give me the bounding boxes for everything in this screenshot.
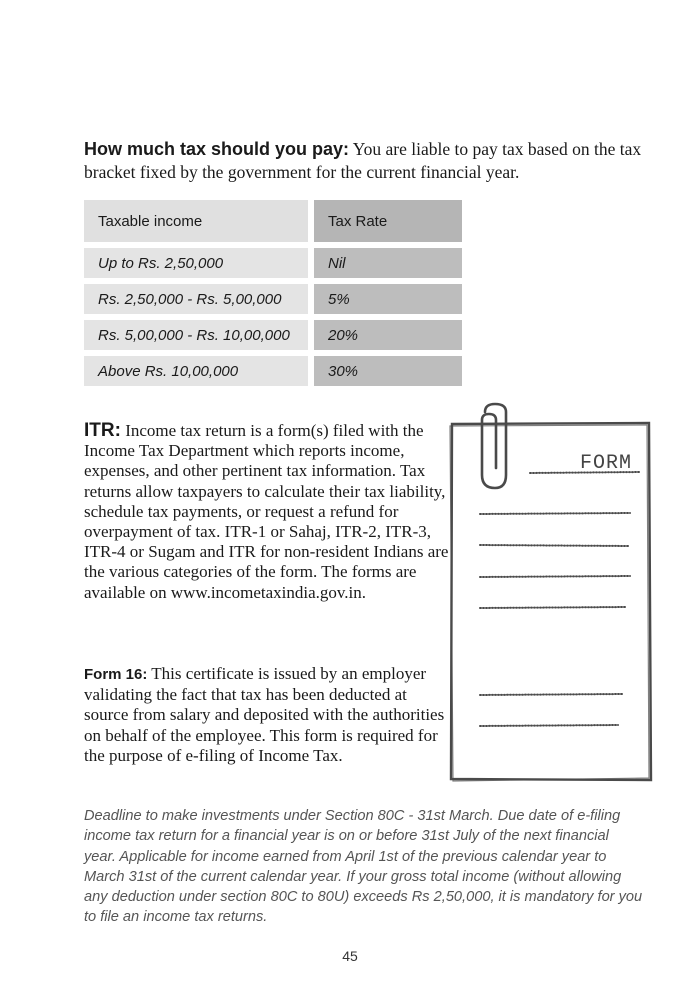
itr-paragraph [84, 421, 454, 603]
table-row [84, 356, 462, 386]
intro-paragraph [84, 138, 644, 184]
page-number: 45 [342, 948, 358, 964]
table-row [84, 284, 462, 314]
rate-cell: 20% [314, 320, 462, 350]
form-label: FORM [580, 452, 633, 475]
income-cell: Above Rs. 10,00,000 [84, 356, 314, 386]
rate-cell: 5% [314, 284, 462, 314]
itr-heading: ITR: [84, 420, 121, 441]
form16-heading: Form 16: [84, 666, 148, 683]
intro-heading: How much tax should you pay: [84, 139, 350, 159]
form16-paragraph [84, 664, 454, 766]
income-cell: Rs. 5,00,000 - Rs. 10,00,000 [84, 320, 314, 350]
income-cell: Rs. 2,50,000 - Rs. 5,00,000 [84, 284, 314, 314]
form16-text: This certificate is issued by an employer validating the fact that tax has been deducted at source from salary and deposited with the authorities on behalf of the employee. This form is required for the purpose of e-filing of Income Tax. [84, 664, 445, 765]
table-row [84, 248, 462, 278]
paperclip-form-icon [440, 400, 665, 785]
itr-text: Income tax return is a form(s) filed with the Income Tax Department which reports income, expenses, and other pertinent tax information. Tax returns allow taxpayers to calculate their tax liability, schedule tax payments, or request a refund for overpayment of tax. ITR-1 or Sahaj, ITR-2, ITR-3, ITR-4 or Sugam and ITR for non-resident Indians are the various categories of the form. The forms are available on www.incometaxindia.gov.in. [84, 421, 449, 602]
rate-cell: 30% [314, 356, 462, 386]
rate-cell: Nil [314, 248, 462, 278]
table-header-row [84, 200, 462, 242]
table-row [84, 320, 462, 350]
intro-text: You are liable to pay tax based on the tax bracket fixed by the government for the current financial year. [84, 139, 642, 182]
deadline-footnote: Deadline to make investments under Section 80C - 31st March. Due date of e-filing income tax return for a financial year is on or before 31st July of the next financial year. Applicable for income earned from April 1st of the previous calendar year to March 31st of the current calendar year. If your gross total income (without allowing any deduction under section 80C to 80U) exceeds Rs 2,50,000, it is mandatory for you to file an income tax returns. [84, 808, 643, 926]
tax-bracket-table [84, 194, 462, 392]
column-header-tax-rate: Tax Rate [314, 200, 462, 242]
column-header-taxable-income: Taxable income [84, 200, 314, 242]
income-cell: Up to Rs. 2,50,000 [84, 248, 314, 278]
